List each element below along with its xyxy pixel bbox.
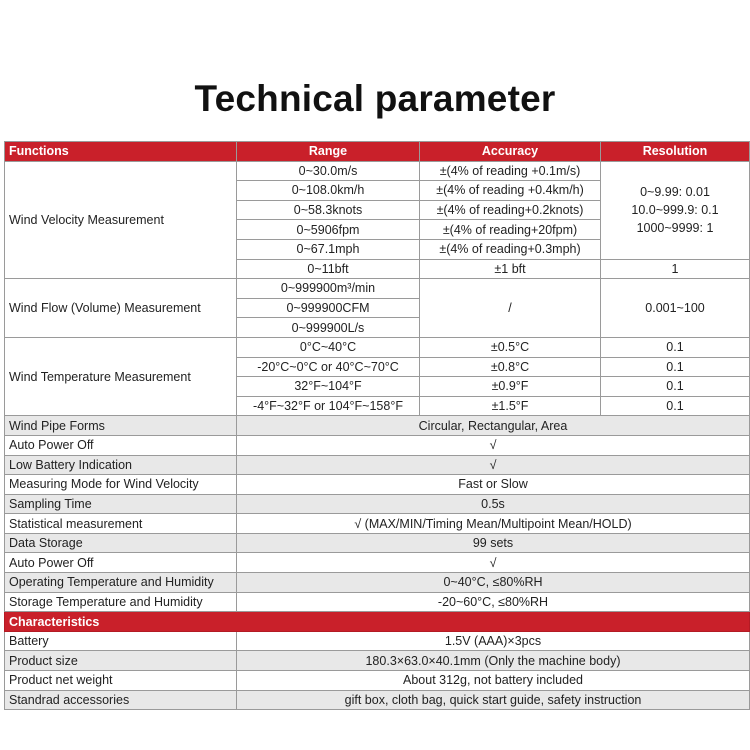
characteristics-header-row (5, 612, 750, 632)
spec-table (4, 141, 750, 710)
wind-flow-range: 0~999900m³/min (237, 279, 420, 299)
resolution-line: 10.0~999.9: 0.1 (631, 203, 719, 218)
feature-value: √ (MAX/MIN/Timing Mean/Multipoint Mean/HOLD) (237, 514, 750, 534)
wind-velocity-accuracy: ±(4% of reading +0.1m/s) (420, 161, 601, 181)
feature-value: -20~60°C, ≤80%RH (237, 592, 750, 612)
feature-value: √ (237, 553, 750, 573)
feature-value: √ (237, 435, 750, 455)
wind-temp-accuracy: ±1.5°F (420, 396, 601, 416)
wind-velocity-range: 0~5906fpm (237, 220, 420, 240)
header-accuracy: Accuracy (420, 142, 601, 162)
wind-velocity-label: Wind Velocity Measurement (5, 161, 237, 279)
wind-velocity-accuracy: ±(4% of reading+0.2knots) (420, 200, 601, 220)
table-header-row (5, 142, 750, 162)
feature-name: Auto Power Off (5, 553, 237, 573)
wind-temperature-label: Wind Temperature Measurement (5, 337, 237, 415)
wind-temp-resolution: 0.1 (601, 357, 750, 377)
feature-value: √ (237, 455, 750, 475)
wind-velocity-range: 0~11bft (237, 259, 420, 279)
wind-temp-accuracy: ±0.8°C (420, 357, 601, 377)
characteristic-value: About 312g, not battery included (237, 671, 750, 691)
wind-velocity-range: 0~58.3knots (237, 200, 420, 220)
feature-value: 99 sets (237, 533, 750, 553)
wind-flow-range: 0~999900L/s (237, 318, 420, 338)
feature-value: 0.5s (237, 494, 750, 514)
table-row (5, 494, 750, 514)
resolution-line: 0~9.99: 0.01 (640, 185, 710, 200)
wind-velocity-accuracy: ±(4% of reading +0.4km/h) (420, 181, 601, 201)
wind-temp-resolution: 0.1 (601, 337, 750, 357)
feature-value: Fast or Slow (237, 475, 750, 495)
characteristic-name: Product net weight (5, 671, 237, 691)
header-range: Range (237, 142, 420, 162)
feature-value: 0~40°C, ≤80%RH (237, 573, 750, 593)
table-row (5, 592, 750, 612)
table-row (5, 337, 750, 357)
feature-value: Circular, Rectangular, Area (237, 416, 750, 436)
table-row (5, 514, 750, 534)
wind-temp-range: 32°F~104°F (237, 377, 420, 397)
wind-temp-range: -20°C~0°C or 40°C~70°C (237, 357, 420, 377)
table-row (5, 651, 750, 671)
characteristic-name: Product size (5, 651, 237, 671)
feature-name: Statistical measurement (5, 514, 237, 534)
table-row (5, 435, 750, 455)
table-row (5, 279, 750, 299)
table-row (5, 475, 750, 495)
characteristic-name: Battery (5, 631, 237, 651)
characteristic-value: 180.3×63.0×40.1mm (Only the machine body) (237, 651, 750, 671)
wind-velocity-range: 0~108.0km/h (237, 181, 420, 201)
wind-temp-accuracy: ±0.9°F (420, 377, 601, 397)
feature-name: Storage Temperature and Humidity (5, 592, 237, 612)
wind-velocity-range: 0~67.1mph (237, 239, 420, 259)
characteristic-value: 1.5V (AAA)×3pcs (237, 631, 750, 651)
feature-name: Wind Pipe Forms (5, 416, 237, 436)
table-row (5, 161, 750, 181)
page-title: Technical parameter (194, 78, 556, 119)
wind-velocity-accuracy: ±1 bft (420, 259, 601, 279)
table-row (5, 533, 750, 553)
table-row (5, 573, 750, 593)
table-row (5, 455, 750, 475)
wind-temp-resolution: 0.1 (601, 377, 750, 397)
wind-flow-resolution: 0.001~100 (601, 279, 750, 338)
wind-temp-accuracy: ±0.5°C (420, 337, 601, 357)
feature-name: Operating Temperature and Humidity (5, 573, 237, 593)
table-row (5, 671, 750, 691)
characteristic-name: Standrad accessories (5, 690, 237, 710)
wind-flow-range: 0~999900CFM (237, 298, 420, 318)
wind-flow-accuracy: / (420, 279, 601, 338)
characteristic-value: gift box, cloth bag, quick start guide, safety instruction (237, 690, 750, 710)
feature-name: Data Storage (5, 533, 237, 553)
resolution-line: 1000~9999: 1 (636, 221, 714, 236)
feature-name: Auto Power Off (5, 435, 237, 455)
header-functions: Functions (5, 142, 237, 162)
wind-velocity-range: 0~30.0m/s (237, 161, 420, 181)
table-row (5, 553, 750, 573)
wind-velocity-accuracy: ±(4% of reading+20fpm) (420, 220, 601, 240)
wind-velocity-accuracy: ±(4% of reading+0.3mph) (420, 239, 601, 259)
wind-velocity-bft-resolution: 1 (601, 259, 750, 279)
table-row (5, 416, 750, 436)
wind-temp-resolution: 0.1 (601, 396, 750, 416)
wind-flow-label: Wind Flow (Volume) Measurement (5, 279, 237, 338)
wind-velocity-resolution (601, 161, 750, 259)
table-row (5, 631, 750, 651)
wind-temp-range: -4°F~32°F or 104°F~158°F (237, 396, 420, 416)
feature-name: Low Battery Indication (5, 455, 237, 475)
feature-name: Measuring Mode for Wind Velocity (5, 475, 237, 495)
feature-name: Sampling Time (5, 494, 237, 514)
header-resolution: Resolution (601, 142, 750, 162)
wind-temp-range: 0°C~40°C (237, 337, 420, 357)
characteristics-header: Characteristics (5, 612, 750, 632)
table-row (5, 690, 750, 710)
